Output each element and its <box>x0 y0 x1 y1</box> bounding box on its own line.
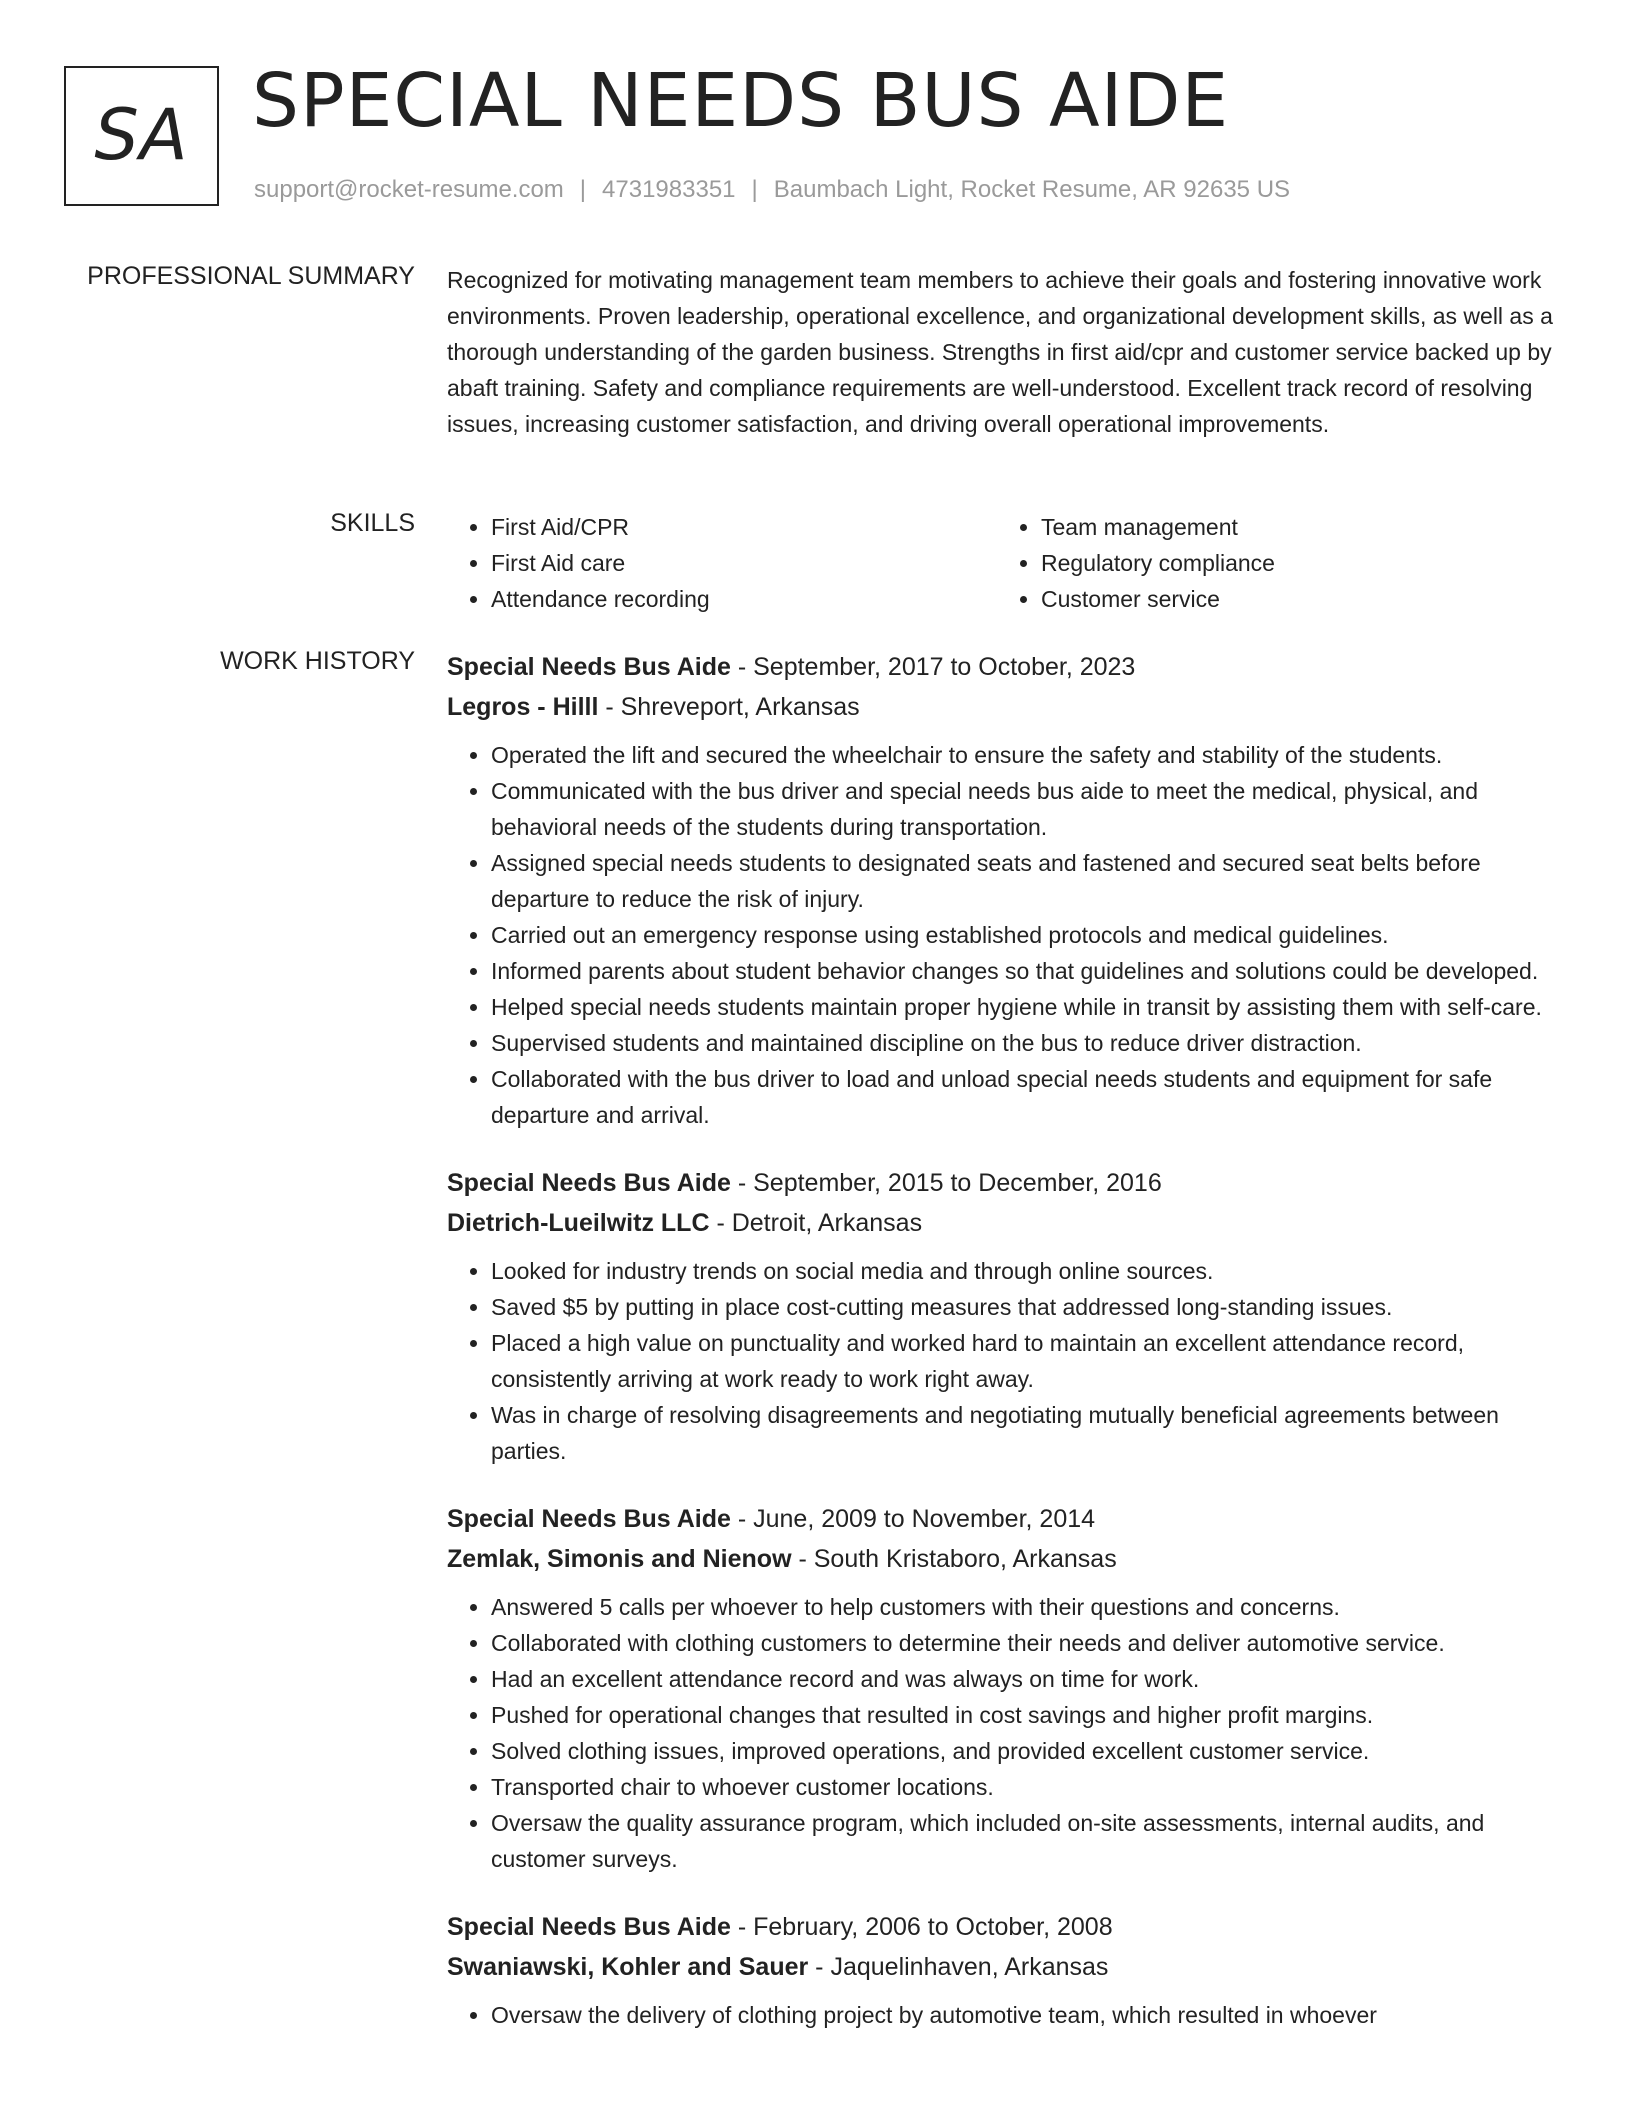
contact-address: Baumbach Light, Rocket Resume, AR 92635 US <box>773 176 1291 203</box>
skill-item: • First Aid care <box>491 545 997 581</box>
job-title: Special Needs Bus Aide <box>447 653 731 681</box>
job-title-line <box>447 1907 1567 1947</box>
job-location: - Detroit, Arkansas <box>709 1209 923 1237</box>
job-entry <box>447 1907 1567 2033</box>
job-company: Legros - Hilll <box>447 693 599 721</box>
job-bullet: • Supervised students and maintained discipline on the bus to reduce driver distraction. <box>491 1025 1567 1061</box>
skill-item: • Regulatory compliance <box>1041 545 1547 581</box>
job-bullet: • Answered 5 calls per whoever to help customers with their questions and concerns. <box>491 1589 1567 1625</box>
job-dates: - February, 2006 to October, 2008 <box>730 1913 1113 1941</box>
contact-email[interactable]: support@rocket-resume.com <box>254 176 564 203</box>
job-title-line <box>447 647 1567 687</box>
skills-list <box>447 509 1567 617</box>
job-bullet: • Was in charge of resolving disagreements and negotiating mutually beneficial agreements between parties. <box>491 1397 1567 1469</box>
job-title: Special Needs Bus Aide <box>447 1913 731 1941</box>
job-bullet: • Collaborated with the bus driver to load and unload special needs students and equipment for safe departure and arrival. <box>491 1061 1567 1133</box>
summary-heading: PROFESSIONAL SUMMARY <box>87 262 415 290</box>
job-entry <box>447 1163 1567 1469</box>
skills-heading: SKILLS <box>330 509 415 537</box>
job-bullet: • Collaborated with clothing customers to determine their needs and deliver automotive service. <box>491 1625 1567 1661</box>
job-title: Special Needs Bus Aide <box>447 1505 731 1533</box>
job-bullet: • Oversaw the quality assurance program, which included on-site assessments, internal audits, and customer surveys. <box>491 1805 1567 1877</box>
skill-item: • Customer service <box>1041 581 1547 617</box>
skill-item: • First Aid/CPR <box>491 509 997 545</box>
work-history-heading: WORK HISTORY <box>220 647 415 675</box>
resume-title: SPECIAL NEEDS BUS AIDE <box>252 58 1230 144</box>
job-dates: - September, 2017 to October, 2023 <box>730 653 1136 681</box>
monogram-box <box>64 66 219 206</box>
contact-separator: | <box>579 176 587 203</box>
job-bullets <box>447 737 1567 1133</box>
job-bullets <box>447 1589 1567 1877</box>
job-entry <box>447 647 1567 1133</box>
job-bullet: • Informed parents about student behavior changes so that guidelines and solutions could be developed. <box>491 953 1567 989</box>
job-bullet: • Oversaw the delivery of clothing project by automotive team, which resulted in whoever <box>491 1997 1567 2033</box>
job-bullet: • Looked for industry trends on social media and through online sources. <box>491 1253 1567 1289</box>
monogram-initials: SA <box>94 94 189 176</box>
job-bullets <box>447 1997 1567 2033</box>
job-bullet: • Had an excellent attendance record and was always on time for work. <box>491 1661 1567 1697</box>
job-company-line <box>447 687 1567 727</box>
summary-text: Recognized for motivating management team members to achieve their goals and fostering innovative work environments. Proven leadership, operational excellence, and organizational development skills, as well as a thorough understanding of the garden business. Strengths in first aid/cpr and customer service backed up by abaft training. Safety and compliance requirements are well-understood. Excellent track record of resolving issues, increasing customer satisfaction, and driving overall operational improvements. <box>447 267 1553 437</box>
job-bullet: • Saved $5 by putting in place cost-cutting measures that addressed long-standing issues. <box>491 1289 1567 1325</box>
job-company: Swaniawski, Kohler and Sauer <box>447 1953 809 1981</box>
job-company: Zemlak, Simonis and Nienow <box>447 1545 792 1573</box>
skill-item: • Team management <box>1041 509 1547 545</box>
contact-line <box>254 176 1290 204</box>
job-dates: - September, 2015 to December, 2016 <box>730 1169 1162 1197</box>
skill-item: • Attendance recording <box>491 581 997 617</box>
job-bullet: • Transported chair to whoever customer locations. <box>491 1769 1567 1805</box>
job-company-line <box>447 1539 1567 1579</box>
contact-separator: | <box>751 176 758 203</box>
job-bullet: • Pushed for operational changes that resulted in cost savings and higher profit margins. <box>491 1697 1567 1733</box>
skills-column-right <box>997 509 1547 617</box>
job-location: - Shreveport, Arkansas <box>598 693 860 721</box>
job-location: - Jaquelinhaven, Arkansas <box>808 1953 1109 1981</box>
job-title-line <box>447 1163 1567 1203</box>
job-bullet: • Carried out an emergency response using established protocols and medical guidelines. <box>491 917 1567 953</box>
job-bullets <box>447 1253 1567 1469</box>
job-company: Dietrich-Lueilwitz LLC <box>447 1209 710 1237</box>
job-bullet: • Helped special needs students maintain proper hygiene while in transit by assisting them with self-care. <box>491 989 1567 1025</box>
job-title-line <box>447 1499 1567 1539</box>
job-title: Special Needs Bus Aide <box>447 1169 731 1197</box>
job-company-line <box>447 1947 1567 1987</box>
job-bullet: • Solved clothing issues, improved operations, and provided excellent customer service. <box>491 1733 1567 1769</box>
job-entry <box>447 1499 1567 1877</box>
job-location: - South Kristaboro, Arkansas <box>791 1545 1117 1573</box>
job-bullet: • Assigned special needs students to designated seats and fastened and secured seat belts before departure to reduce the risk of injury. <box>491 845 1567 917</box>
job-bullet: • Communicated with the bus driver and special needs bus aide to meet the medical, physical, and behavioral needs of the students during transportation. <box>491 773 1567 845</box>
job-dates: - June, 2009 to November, 2014 <box>730 1505 1096 1533</box>
job-bullet: • Placed a high value on punctuality and worked hard to maintain an excellent attendance record, consistently arriving at work ready to work right away. <box>491 1325 1567 1397</box>
job-company-line <box>447 1203 1567 1243</box>
job-bullet: • Operated the lift and secured the wheelchair to ensure the safety and stability of the students. <box>491 737 1567 773</box>
contact-phone[interactable]: 4731983351 <box>602 176 736 203</box>
skills-column-left <box>447 509 997 617</box>
